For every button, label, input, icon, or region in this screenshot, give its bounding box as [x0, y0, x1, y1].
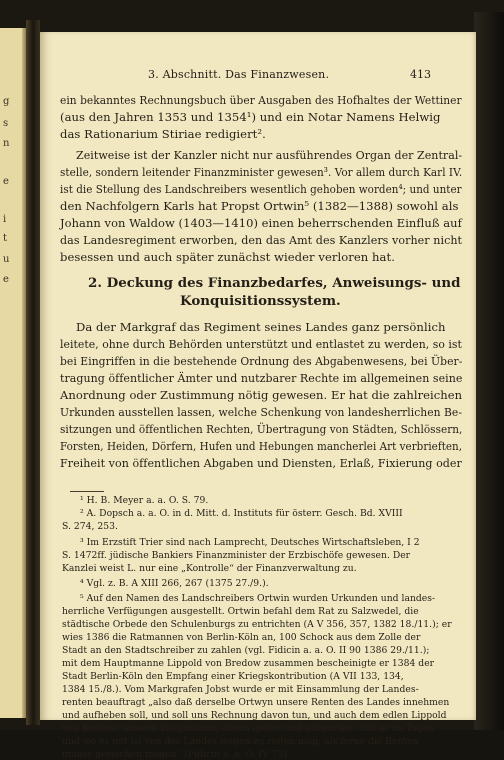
book-gutter	[26, 20, 40, 725]
text-line: leitete, ohne durch Behörden unterstützt und entlastet zu werden, so ist	[60, 337, 462, 351]
text-line: (aus den Jahren 1353 und 1354¹) und ein Notar Namens Helwig	[60, 110, 441, 124]
text-line: bei Eingriffen in die bestehende Ordnung des Abgabenwesens, bei Über-	[60, 354, 463, 368]
left-page-fragment: s	[3, 118, 9, 129]
text-line: das Rationarium Stiriae redigiert².	[60, 127, 266, 141]
footnote-line: S. 1472ff. jüdische Bankiers Finanzminister der Erzbischöfe gewesen. Der	[62, 550, 411, 561]
text-line: den Nachfolgern Karls hat Propst Ortwin⁵ (1382—1388) sowohl als	[60, 199, 459, 213]
section-heading: 2. Deckung des Finanzbedarfes, Anweisungs- und	[88, 275, 461, 291]
text-line: stelle, sondern leitender Finanzminister gewesen³. Vor allem durch Karl IV.	[60, 165, 463, 179]
section-heading: Konquisitionssystem.	[180, 293, 341, 309]
text-line: Johann von Waldow (1403—1410) einen beherrschenden Einfluß auf	[60, 216, 462, 230]
footnote-line: ³ Im Erzstift Trier sind nach Lamprecht, Deutsches Wirtschaftsleben, I 2	[80, 537, 420, 548]
left-page-fragment: e	[3, 274, 9, 285]
footnote-line: städtische Orbede den Schulenburgs zu entrichten (A V 356, 357, 1382 18./11.); er	[62, 619, 452, 630]
text-line: Zeitweise ist der Kanzler nicht nur ausführendes Organ der Zentral-	[76, 148, 463, 162]
left-page-fragment: i	[3, 214, 7, 225]
footnote-line: immer gereichen mögen“ (Fidicin a. a. O. IV 73).	[62, 749, 291, 760]
footnote-line: ¹ H. B. Meyer a. a. O. S. 79.	[80, 495, 209, 506]
footnote-line: 1384 15./8.). Vom Markgrafen Jobst wurde er mit Einsammlung der Landes-	[62, 684, 419, 695]
footnote-rule	[70, 491, 104, 492]
footnote-line: ⁵ Auf den Namen des Landschreibers Ortwin wurden Urkunden und landes-	[80, 593, 436, 604]
footnote-line: herrliche Verfügungen ausgestellt. Ortwin befahl dem Rat zu Salzwedel, die	[62, 606, 419, 617]
text-line: Da der Markgraf das Regiment seines Landes ganz persönlich	[76, 320, 446, 334]
text-line: das Landesregiment erworben, den das Amt des Kanzlers vorher nicht	[60, 233, 463, 247]
footnote-line: renten beauftragt „also daß derselbe Ortwyn unsere Renten des Landes innehmen	[62, 697, 450, 708]
text-line: Forsten, Heiden, Dörfern, Hufen und Hebungen mancherlei Art verbrieften,	[60, 439, 463, 453]
text-line: besessen und auch später zunächst wieder verloren hat.	[60, 250, 395, 264]
footnote-line: Stadt an den Stadtschreiber zu zahlen (vgl. Fidicin a. a. O. II 90 1386 29./11.);	[62, 645, 430, 656]
left-page-edge	[0, 28, 26, 718]
text-line: ist die Stellung des Landschreibers wesentlich gehoben worden⁴; und unter	[60, 182, 462, 196]
left-page-fragment: n	[3, 138, 10, 149]
left-page-fragment: t	[3, 233, 8, 244]
footnote-line: wies 1386 die Ratmannen von Berlin-Köln an, 100 Schock aus dem Zolle der	[62, 632, 421, 643]
text-line: Freiheit von öffentlichen Abgaben und Diensten, Erlaß, Fixierung oder	[60, 456, 462, 470]
running-header: 3. Abschnitt. Das Finanzwesen.	[148, 68, 330, 81]
book-page	[40, 32, 476, 760]
footnote-line: S. 274, 253.	[62, 521, 118, 532]
book-cover-edge	[474, 12, 504, 730]
page-number: 413	[410, 68, 431, 81]
text-line: sitzungen und öffentlichen Rechten, Übertragung von Städten, Schlössern,	[60, 422, 463, 436]
text-line: ein bekanntes Rechnungsbuch über Ausgaben des Hofhaltes der Wettiner	[60, 93, 462, 107]
footnote-line: Kanzlei weist L. nur eine „Kontrolle“ der Finanzverwaltung zu.	[62, 563, 357, 574]
footnote-line: und aufheben soll, und soll uns Rechnung davon tun, und auch dem edlen Lippold	[62, 710, 447, 721]
text-line: Anordnung oder Zustimmung nötig gewesen. Er hat die zahlreichen	[60, 388, 463, 402]
footnote-line: mit dem Hauptmanne Lippold von Bredow zusammen bescheinigte er 1384 der	[62, 658, 435, 669]
footnote-line: von Bredow, unserm Hauptmann, davon geben und antworten, daß er zu Tagen	[62, 723, 435, 734]
left-page-fragment: g	[3, 96, 10, 107]
footnote-line: Stadt Berlin-Köln den Empfang einer Kriegskontribution (A VII 133, 134,	[62, 671, 404, 682]
left-page-fragment: e	[3, 176, 9, 187]
text-line: Urkunden ausstellen lassen, welche Schenkung von landesherrlichen Be-	[60, 405, 462, 419]
text-line: tragung öffentlicher Ämter und nutzbarer Rechte im allgemeinen seine	[60, 371, 463, 385]
footnote-line: ⁴ Vgl. z. B. A XIII 266, 267 (1375 27./9.).	[80, 578, 269, 589]
left-page-fragment: u	[3, 254, 10, 265]
footnote-line: und wo es not ist von des Landes wegen zu reiten mag, als ferne die Renten	[62, 736, 419, 747]
footnote-line: ² A. Dopsch a. a. O. in d. Mitt. d. Instituts für österr. Gesch. Bd. XVIII	[80, 508, 403, 519]
